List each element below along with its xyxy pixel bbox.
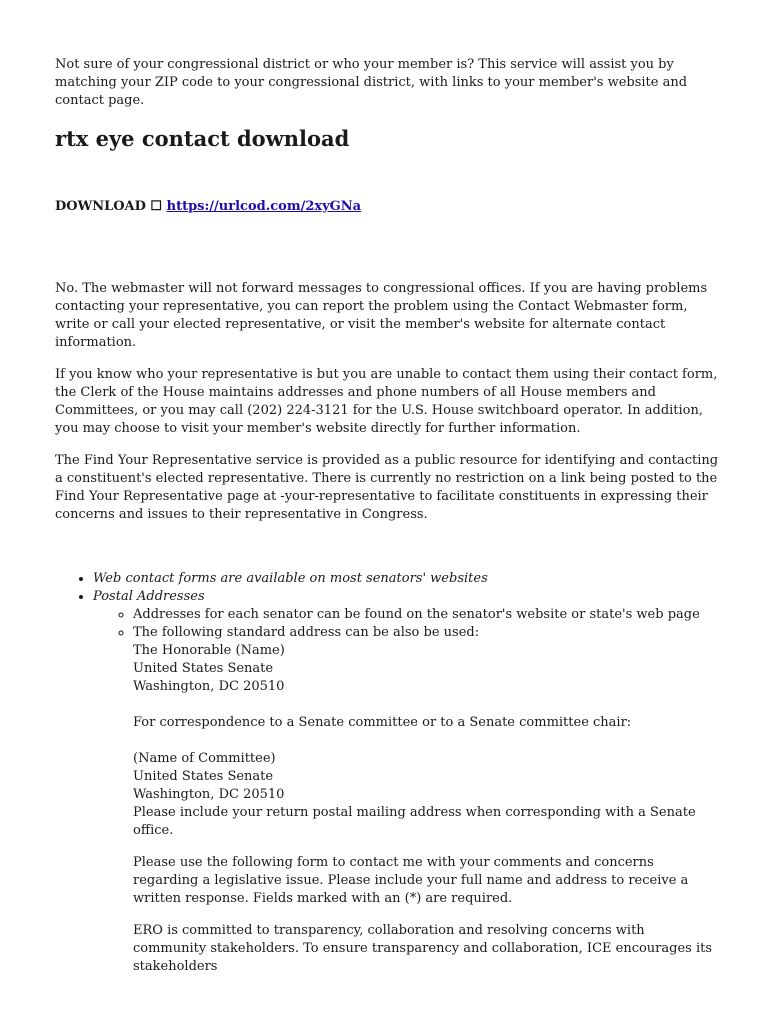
- paragraph-clerk: If you know who your representative is but you are unable to contact them using their contact form, the Clerk of the House maintains addresses and phone numbers of all House members and Committees, or you may call (202) 224-3121 for the U.S. House switchboard operator. In addition, you may choose to visit your member's website directly for further information.: [55, 367, 718, 436]
- page-title: rtx eye contact download: [55, 126, 350, 151]
- committee-note: For correspondence to a Senate committee or to a Senate committee chair:: [133, 715, 632, 730]
- paragraph-webmaster: No. The webmaster will not forward messages to congressional offices. If you are having problems contacting your representative, you can report the problem using the Contact Webmaster form, write or call your elected representative, or visit the member's website for alternate contact information.: [55, 281, 708, 350]
- contact-options-list: [55, 570, 720, 976]
- sublist-item-standard-address: [133, 624, 720, 976]
- contact-form-note: Please use the following form to contact me with your comments and concerns regarding a legislative issue. Please include your full name and address to receive a written response. Fields marked with an (*) are required.: [133, 855, 689, 906]
- intro-paragraph: Not sure of your congressional district or who your member is? This service will assist you by matching your ZIP code to your congressional district, with links to your member's website and contact page.: [55, 57, 688, 108]
- address1-line2: United States Senate: [133, 661, 274, 676]
- address2-line3: Washington, DC 20510: [133, 787, 285, 802]
- download-line: [55, 198, 720, 216]
- download-link[interactable]: https://urlcod.com/2xyGNa: [166, 199, 362, 214]
- address2-line1: (Name of Committee): [133, 751, 276, 766]
- list-item-web-forms: • Web contact forms are available on most senators' websites: [93, 570, 720, 588]
- address2-line2: United States Senate: [133, 769, 274, 784]
- address1-line1: The Honorable (Name): [133, 643, 285, 658]
- postal-sublist: [93, 606, 720, 976]
- download-label: DOWNLOAD ☐: [55, 199, 163, 214]
- article-content: [55, 56, 720, 976]
- ero-note: ERO is committed to transparency, collaboration and resolving concerns with community stakeholders. To ensure transparency and collaboration, ICE encourages its stakeholders: [133, 923, 713, 974]
- return-address-note: Please include your return postal mailing address when corresponding with a Senate office.: [133, 805, 696, 838]
- address1-line3: Washington, DC 20510: [133, 679, 285, 694]
- list-item-postal: • Postal Addresses ◦ Addresses for each senator can be found on the senator's website or state's web page ◦ The following standard address can be also be used: The Honorable (Name) United States Senate Washington, DC 20510 For correspondence to a Senate committee or to a Senate committee chair: (Name of Committee) United States Senate Washington, DC 20510 Please include your return postal mailing address when corresponding with a Senate office. Please use the following form to contact me with your comments and concerns regarding a legislative issue. Please include your full name and address to receive a written response. Fields marked with an (*) are required. ERO is committed to transparency, collaboration and resolving concerns with community stakeholders. To ensure transparency and collaboration, ICE encourages its stakeholders: [93, 588, 720, 976]
- standard-address-intro: ◦ The following standard address can be also be used:: [133, 625, 480, 640]
- sublist-item-addresses: ◦ Addresses for each senator can be found on the senator's website or state's web page: [133, 606, 720, 624]
- paragraph-service: The Find Your Representative service is provided as a public resource for identifying and contacting a constituent's elected representative. There is currently no restriction on a link being posted to the Find Your Representative page at -your-representative to facilitate constituents in expressing their concerns and issues to their representative in Congress.: [55, 453, 719, 522]
